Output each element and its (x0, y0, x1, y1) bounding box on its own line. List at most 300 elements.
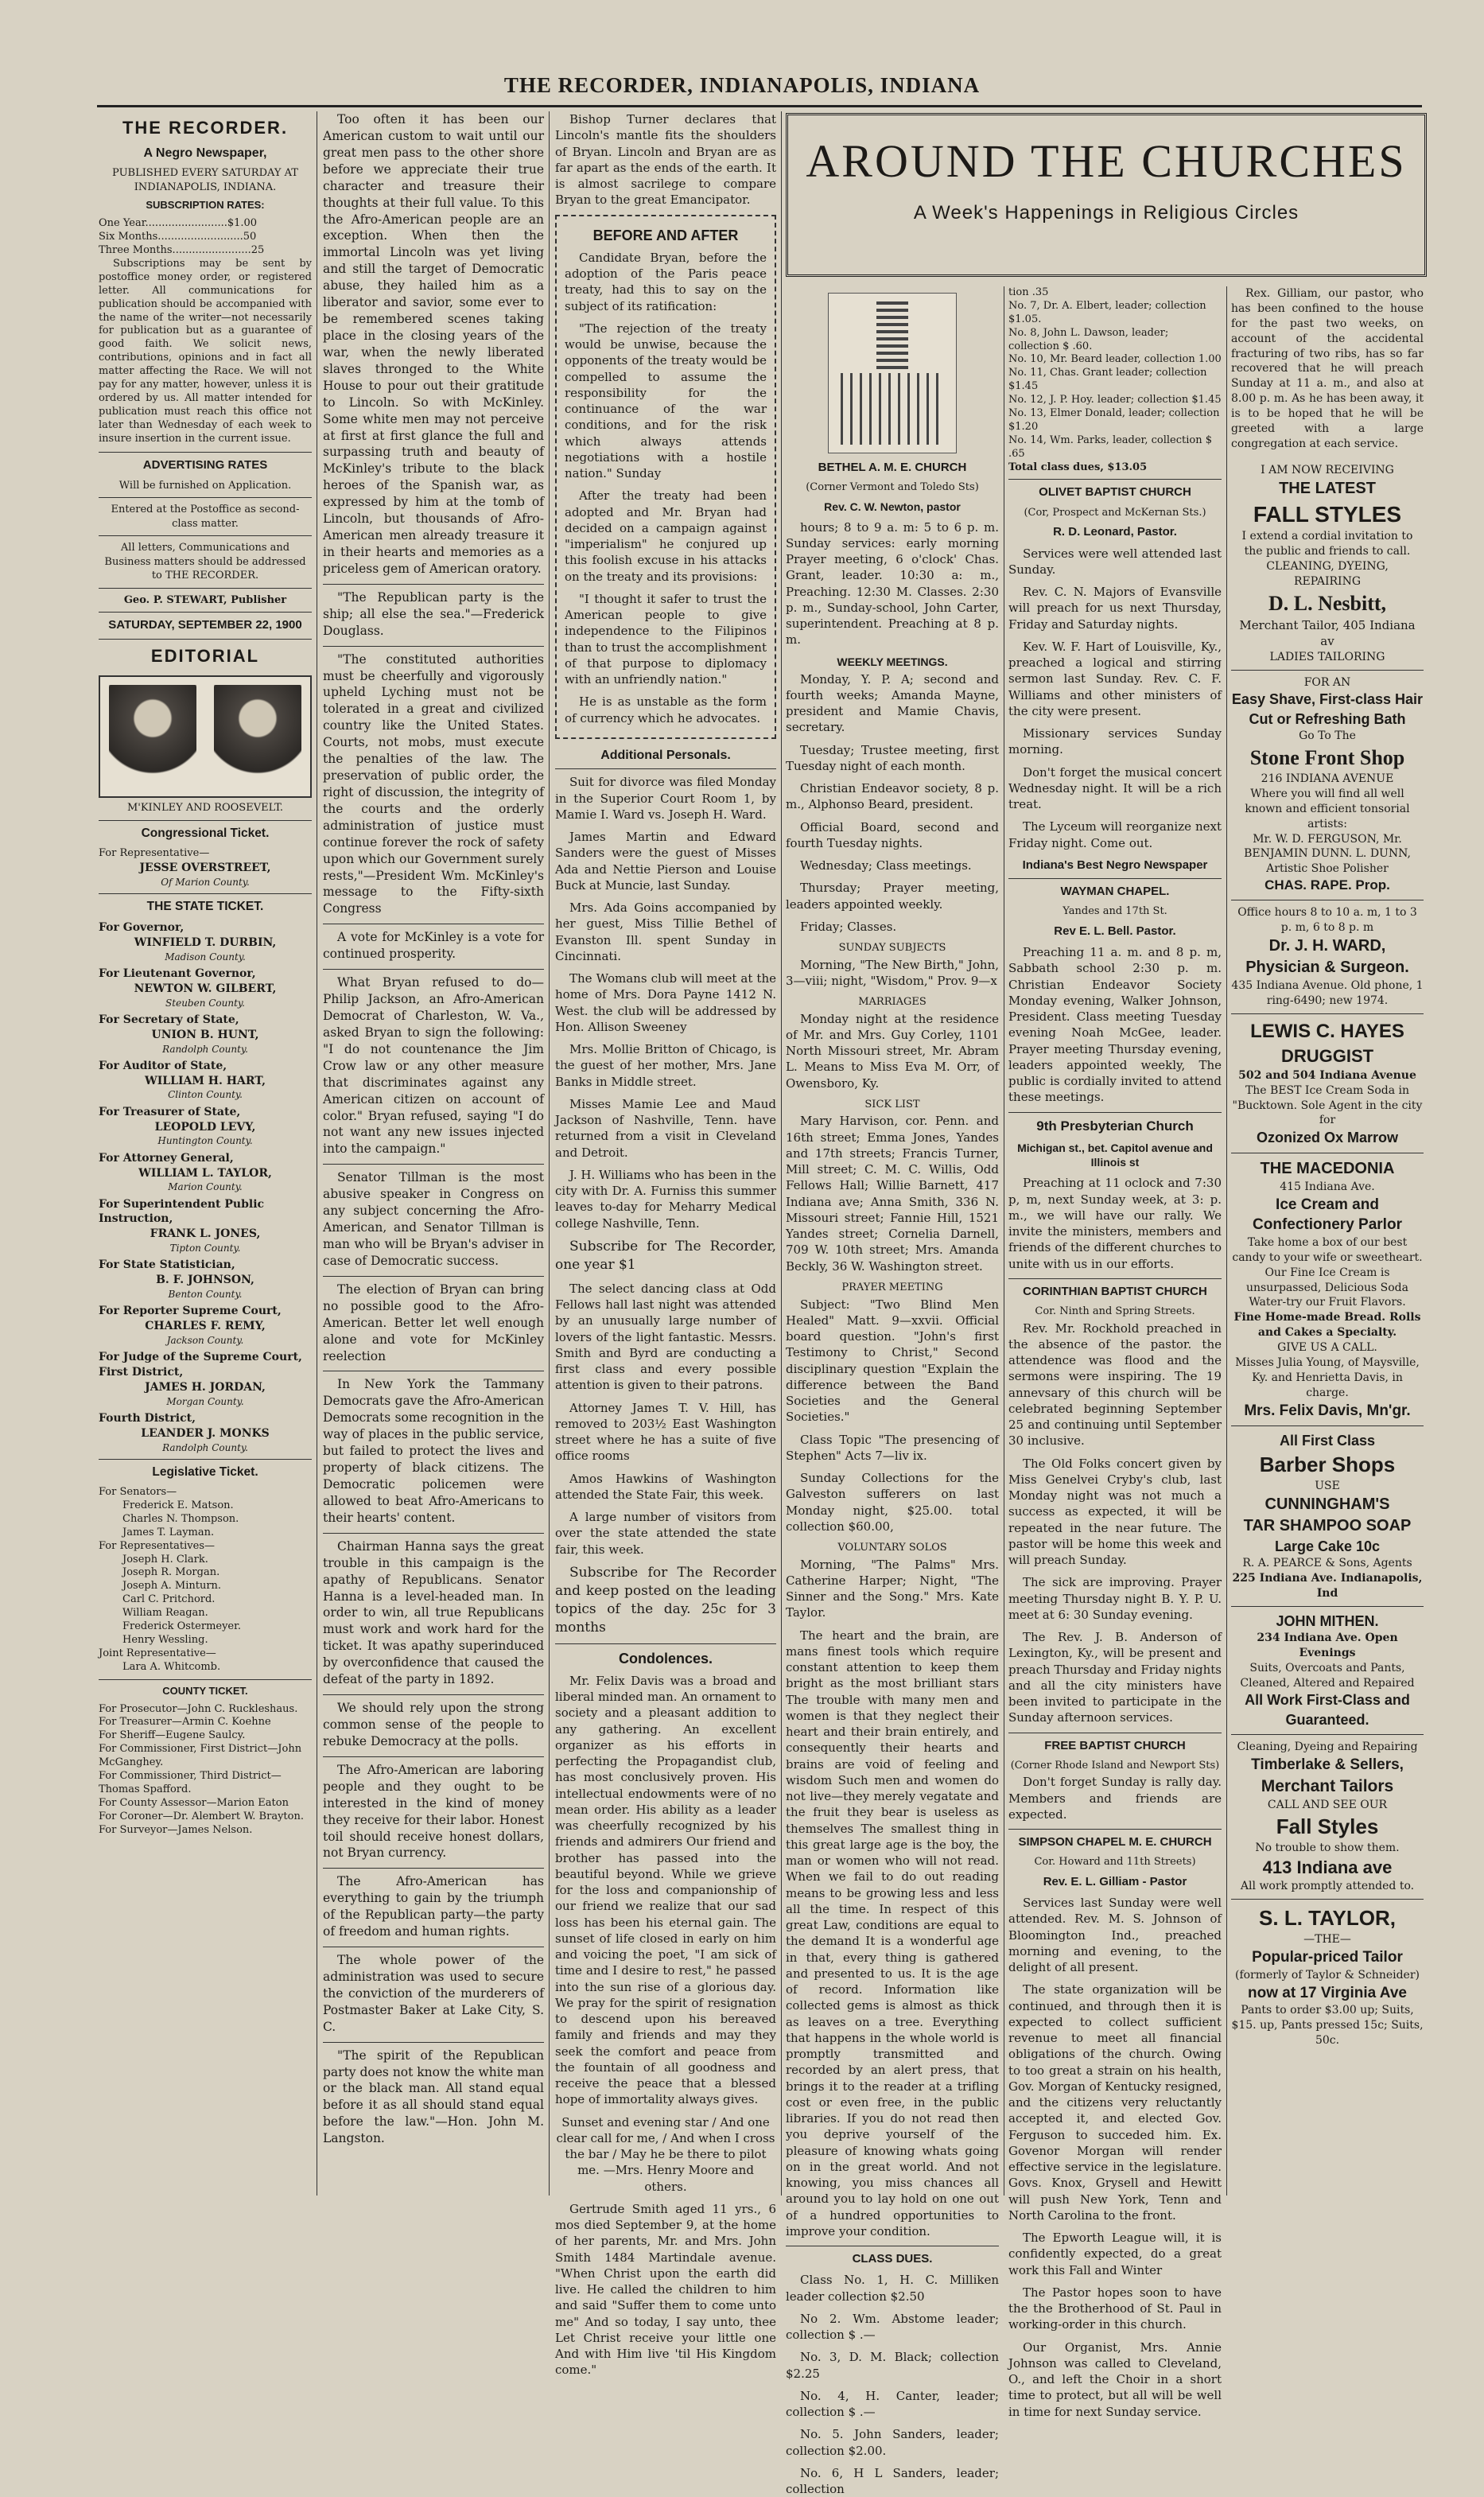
editorial-paragraph: Senator Tillman is the most abusive speaker in Congress on any subject concerning the Afro-American, and Senator Tillman is man who will be Bryan's adviser in case of Democratic success. (323, 1170, 544, 1268)
church-paragraph: Monday, Y. P. A; second and fourth weeks; Amanda Mayne, president and Mamie Chavis, secretary. (786, 671, 999, 735)
church-paragraph: Rex. Gilliam, our pastor, who has been confined to the house for the past two weeks, on account of the accidental fracturing of two ribs, has so far recovered that he will preach Sunday at 11 a. m., and also at 8.00 p. m. As he has been away, it is to be hoped that he will be greeted with a large congregation at each service. (1231, 287, 1424, 450)
county-line: For Coroner—Dr. Alembert W. Brayton. (99, 1810, 304, 1822)
olivet-address: (Cor, Prospect and McKernan Sts.) (1024, 506, 1206, 519)
editorial-heading: EDITORIAL (150, 645, 260, 666)
dues-total: Total class dues, $13.05 (1008, 461, 1148, 473)
condolences-heading: Condolences. (618, 1650, 713, 1667)
dues-line: No. 3, D. M. Black; collection $2.25 (786, 2350, 999, 2381)
personal-item: Subscribe for The Recorder and keep posted on the leading topics of the day. 25c for 3 months (555, 1564, 776, 1635)
church-paragraph: The Old Folks concert given by Miss Genelvei Cryby's club, last Monday night was not much a success as expected, it will be repeated in the near future. The pastor will be home this week and will preach Sunday. (1008, 1456, 1222, 1568)
ad-text: Take home a box of our best candy to your wife or sweetheart. Our Fine Ice Cream is unsurpassed, Delicious Soda Water-try our Fruit Flavors. (1232, 1235, 1423, 1309)
legislative-line: For Senators— (99, 1486, 177, 1499)
divider (323, 1276, 544, 1277)
county-heading: COUNTY TICKET. (162, 1684, 248, 1697)
church-paragraph: Wednesday; Class meetings. (800, 858, 972, 873)
ticket-entry (99, 1411, 312, 1454)
ticket-entry (99, 967, 312, 1009)
condolence-paragraph: Mr. Felix Davis was a broad and liberal minded man. An ornament to society and a pleasant addition to any gathering. An excellent organizer as his efforts in perfecting the Propagandist club, has most conclusively proven. His intellectual endowments were of no mean order. His ability as a leader was cheerfully recognized by his friends and admirers Our friend and brother has passed into the beautiful beyond. While we grieve for the loss and companionship of our friend we realize that our sad loss has been his eternal gain. The sunset of life closed in early on him and voicing the poet, "I am sick of time and I desire to rest," he passed into the sun rise of a glorious day. We pray for the spirit of resignation to descend upon his bereaved family and friends and may they seek the comfort and peace from the fountain of all goodness and receive the peace that a blessed hope of immortality always gives. (555, 1673, 776, 2107)
presbyterian-address: Michigan st., bet. Capitol avenue and Illinois st (1017, 1141, 1213, 1169)
ad-text: CHAS. RAPE. Prop. (1265, 877, 1390, 893)
ticket-name: B. F. JOHNSON, (156, 1274, 254, 1287)
ad-text: 435 Indiana Avenue. Old phone, 1 ring-6490; new 1974. (1231, 978, 1424, 1007)
ad-text: Pants to order $3.00 up; Suits, $15. up, Pants pressed 15c; Suits, 50c. (1231, 2004, 1424, 2048)
personal-item: The select dancing class at Odd Fellows hall last night was attended by an unusually large number of lovers of the light fantastic. Messrs. Smith and Byrd are conducting a first class and every possible attention is given to their patrons. (555, 1281, 776, 1393)
church-paragraph: Services last Sunday were well attended. Rev. M. S. Johnson of Bloomington Ind., preached morning and evening, to the delight of all present. (1008, 1896, 1222, 1975)
church-paragraph: Kev. W. F. Hart of Louisville, Ky., preached a logical and stirring sermon last Sunday. Rev. C. F. Williams and other ministers of the city were present. (1008, 639, 1222, 718)
ticket-office: For Auditor of State, (99, 1059, 227, 1072)
dues-line: No. 11, Chas. Grant leader; collection $1.45 (1008, 367, 1207, 393)
ad-text: S. L. TAYLOR, (1259, 1906, 1396, 1931)
ad-text: All work promptly attended to. (1240, 1880, 1415, 1893)
paper-title: THE RECORDER. (122, 118, 289, 138)
legislative-line: Frederick E. Matson. (122, 1499, 234, 1512)
ticket-office: For Secretary of State, (99, 1013, 239, 1026)
ticket-entry (99, 1350, 312, 1408)
column-advertisements (1231, 286, 1424, 2196)
divider (555, 768, 776, 769)
column-masthead (99, 111, 312, 2196)
entered-notice: Entered at the Postoffice as second-class matter. (111, 504, 300, 530)
ticket-county: Benton County. (168, 1289, 243, 1301)
dues-line: tion .35 (1008, 286, 1049, 298)
legislative-line: Lara A. Whitcomb. (122, 1660, 221, 1673)
dues-line: No. 8, John L. Dawson, leader; collection $ .60. (1008, 326, 1169, 352)
editorial-paragraph: What Bryan refused to do—Philip Jackson, an Afro-American Democrat of Charleston, W. Va., asked Bryan to sign the following: "I do not countenance the Jim Crow law or any other measure that discriminates against any American citizen on account of color." Bryan refused, saying "I do not want any new issues injected into the campaign." (323, 975, 544, 1157)
ad-text: Cleaning, Dyeing and Repairing (1237, 1740, 1418, 1753)
legislative-line: William Reagan. (122, 1607, 208, 1620)
church-paragraph: Preaching at 11 oclock and 7:30 p, m, next Sunday week, at 3: p. m., we will have our rally. We invite the ministers, members and friends of the different churches to unite with us in our efforts. (1008, 1176, 1222, 1271)
ad-text: Barber Shops (1259, 1452, 1396, 1476)
divider (1008, 1278, 1222, 1279)
subscription-notice: Subscriptions may be sent by postoffice money order, or registered letter. All communications for publication should be accompanied with the name of the writer—not necessarily for publication but as a guarantee of good faith. We solicit news, contributions, opinions and in fact all matter affecting the Race. We will not pay for any matter, however, unless it is ordered by us. All matter intended for publication must reach this office not later than Wednesday of each week to insure insertion in the current issue. (99, 257, 312, 445)
ticket-county: Madison County. (165, 951, 246, 963)
dues-line: Class No. 1, H. C. Milliken leader collection $2.50 (786, 2273, 999, 2304)
ad-text: Stone Front Shop (1249, 745, 1405, 769)
ticket-county: Clinton County. (168, 1089, 243, 1101)
ticket-office: For State Statistician, (99, 1258, 235, 1272)
ad-text: Fall Styles (1276, 1814, 1379, 1838)
masthead: THE RECORDER, INDIANAPOLIS, INDIANA (503, 73, 981, 97)
ad-text: The BEST Ice Cream Soda in "Bucktown. Sole Agent in the city for (1232, 1083, 1423, 1127)
ad-text: Mr. W. D. FERGUSON, Mr. BENJAMIN DUNN. L. DUNN, Artistic Shoe Polisher (1244, 832, 1411, 876)
church-paragraph: Class Topic "The presencing of Stephen" Acts 7—liv ix. (786, 1432, 999, 1463)
ad-text: TAR SHAMPOO SOAP (1243, 1516, 1412, 1534)
church-pastor: Rev. C. W. Newton, pastor (824, 500, 961, 513)
church-paragraph: Rev. C. N. Majors of Evansville will preach for us next Thursday, Friday and Saturday nights. (1008, 585, 1222, 632)
divider (99, 1459, 312, 1460)
ad-ward (1231, 900, 1424, 1014)
ad-timberlake (1231, 1735, 1424, 1900)
ticket-entry (99, 1197, 312, 1255)
ad-text: All First Class (1279, 1433, 1376, 1449)
ticket-name: JESSE OVERSTREET, (139, 861, 271, 874)
church-paragraph: hours; 8 to 9 a. m: 5 to 6 p. m. Sunday services: early morning Prayer meeting, 6 o'clock' Chas. Grant, leader. 10:30 a: m., Preaching. 12:30 M. Classes. 2:30 p. m., Sunday-school, John Carter, superintendent. Preaching at 8 p. m. (786, 519, 999, 648)
column-rule (1226, 286, 1227, 2196)
ticket-county: Huntington County. (157, 1135, 253, 1147)
letters-notice: All letters, Communications and Business matters should be addressed to THE RECORDER. (104, 542, 306, 582)
county-line: For Commissioner, Third District—Thomas Spafford. (99, 1769, 282, 1795)
free-baptist-address: (Corner Rhode Island and Newport Sts) (1010, 1759, 1220, 1772)
ad-text: CUNNINGHAM'S (1265, 1495, 1390, 1513)
ad-text: FALL STYLES (1253, 501, 1402, 527)
ad-text: THE LATEST (1279, 479, 1376, 497)
ad-text: CALL AND SEE OUR (1267, 1798, 1388, 1811)
advertising-text: Will be furnished on Application. (118, 479, 292, 492)
ticket-office: For Governor, (99, 920, 185, 934)
ticket-name: WINFIELD T. DURBIN, (134, 935, 277, 949)
publisher: Geo. P. STEWART, Publisher (123, 593, 287, 606)
church-paragraph: Friday; Classes. (800, 919, 897, 934)
dues-line: No. 12, J. P. Hoy. leader; collection $1.45 (1008, 394, 1222, 406)
free-baptist-heading: FREE BAPTIST CHURCH (1044, 1738, 1186, 1752)
ad-text: LEWIS C. HAYES (1250, 1020, 1404, 1042)
ad-stone-front (1231, 671, 1424, 901)
newspaper-slogan: Indiana's Best Negro Newspaper (1022, 858, 1208, 872)
box-paragraph: He is as unstable as the form of currency which he advocates. (565, 694, 767, 725)
portrait-mckinley (109, 685, 196, 796)
ad-text: Popular-priced Tailor (1252, 1949, 1403, 1966)
ad-text: FOR AN (1303, 675, 1351, 689)
ticket-entry (99, 1258, 312, 1301)
divider (99, 497, 312, 498)
column-rule (781, 111, 782, 2196)
county-line: For Sheriff—Eugene Saulcy. (99, 1729, 246, 1742)
ticket-name: NEWTON W. GILBERT, (134, 982, 277, 995)
section-label: SICK LIST (864, 1098, 920, 1110)
personal-item: Amos Hawkins of Washington attended the State Fair, this week. (555, 1471, 776, 1502)
church-paragraph: Thursday; Prayer meeting, leaders appointed weekly. (786, 881, 999, 912)
legislative-line: James T. Layman. (122, 1526, 215, 1538)
editorial-paragraph: The whole power of the administration was used to secure the conviction of the murderers of Postmaster Baker at Lake City, S. C. (323, 1953, 544, 2034)
top-rule (97, 105, 1422, 107)
ticket-office: For Reporter Supreme Court, (99, 1305, 282, 1318)
ad-hayes (1231, 1014, 1424, 1153)
ticket-county: Tipton County. (169, 1243, 241, 1254)
column-personals (555, 111, 776, 2378)
ad-text: D. L. Nesbitt, (1268, 592, 1387, 616)
ticket-office: For Lieutenant Governor, (99, 967, 256, 980)
condolence-paragraph: Gertrude Smith aged 11 yrs., 6 mos died September 9, at the home of her parents, Mr. and Mrs. John Smith 1484 Martindale avenue. "When Christ upon the earth did live. He called the children to him and said "Suffer them to come unto me" And so today, I say unto, thee Let Christ receive your little one And with Him live 'til His Kingdom come." (555, 2201, 776, 2378)
ticket-entry (99, 1151, 312, 1194)
ticket-office: For Treasurer of State, (99, 1105, 241, 1118)
ad-nesbitt (1231, 458, 1424, 671)
county-line: For Surveyor—James Nelson. (99, 1823, 253, 1836)
divider (99, 820, 312, 821)
personal-item: Misses Mamie Lee and Maud Jackson of Nashville, Tenn. have returned from a visit in Cleveland and Detroit. (555, 1096, 776, 1160)
editorial-paragraph: Too often it has been our American custom to wait until our great men pass to the other shore before we appreciate their true character and treasure their thoughts at their full value. To this the Afro-American people are an exception. When then the immortal Lincoln was yet living and still the target of Democratic abuse, they hailed him as a liberator and savior, some ever to be remembered scenes taking place in the closing years of the war, when the newly liberated slaves thronged to the White House to pour out their gratitude to Lincoln. So with McKinley. Some white men may not perceive at first at first glance the full and surpassing truth and beauty of McKinley's tribute to the black heroes of the Spanish war, as expressed by him at the tomb of Lincoln, but thousands of Afro-American men already treasure it in their hearts and memories as a priceless gem of American oratory. (323, 112, 544, 576)
ticket-entry (99, 920, 312, 963)
ad-text: now at 17 Virginia Ave (1248, 1984, 1407, 2001)
church-paragraph: The Rev. J. B. Anderson of Lexington, Ky., will be present and preach Thursday and Friday nights and all the city ministers have been invited to participate in the Sunday afternoon services. (1008, 1630, 1222, 1725)
personal-item: James Martin and Edward Sanders were the guest of Misses Ada and Nettie Pierson and Louise Buck at Muncie, last Sunday. (555, 830, 776, 893)
ad-text: Ozonized Ox Marrow (1256, 1130, 1399, 1146)
box-paragraph: After the treaty had been adopted and Mr. Bryan had decided on a campaign against "imperialism" he conjured up this foolish excuse in his attacks on the treaty and its provisions: (565, 488, 767, 584)
legislative-line: Henry Wessling. (122, 1633, 208, 1646)
ticket-name: CHARLES F. REMY, (145, 1320, 266, 1333)
portrait-caption: M'KINLEY AND ROOSEVELT. (126, 802, 284, 815)
divider (99, 452, 312, 453)
column-rule (549, 111, 550, 2196)
personal-item: Attorney James T. V. Hill, has removed to 203½ East Washington street where he has a suite of five office rooms (555, 1400, 776, 1464)
box-paragraph: "The rejection of the treaty would be unwise, because the opponents of the treaty would be compelled to assume the responsibility for the continuance of the war conditions, and for the risk which always attends negotiations with a hostile nation." Sunday (565, 321, 767, 481)
ad-text: Ice Cream and Confectionery Parlor (1253, 1196, 1402, 1234)
ad-text: 502 and 504 Indiana Avenue (1238, 1068, 1416, 1082)
church-paragraph: The Lyceum will reorganize next Friday night. Come out. (1008, 819, 1222, 850)
ad-text: 225 Indiana Ave. Indianapolis, Ind (1232, 1571, 1423, 1600)
advertising-heading: ADVERTISING RATES (142, 458, 268, 473)
editorial-paragraph: We should rely upon the strong common sense of the people to rebuke Democracy at the polls. (323, 1701, 544, 1748)
ad-text: 234 Indiana Ave. Open Evenings (1257, 1631, 1398, 1659)
portrait-engraving (99, 675, 312, 798)
ticket-office: For Judge of the Supreme Court, First District, (99, 1351, 302, 1379)
ad-text: Dr. J. H. WARD, (1268, 936, 1386, 955)
divider (99, 639, 312, 640)
legislative-line: Joseph H. Clark. (122, 1553, 208, 1565)
divider (1008, 878, 1222, 879)
column-editorial (323, 111, 544, 2196)
ad-macedonia (1231, 1153, 1424, 1427)
corinthian-address: Cor. Ninth and Spring Streets. (1035, 1305, 1195, 1318)
divider (323, 1164, 544, 1165)
column-bethel (786, 286, 999, 2497)
dues-line: No. 10, Mr. Beard leader, collection 1.00 (1008, 353, 1222, 366)
section-label: VOLUNTARY SOLOS (837, 1542, 947, 1554)
legislative-line: Frederick Ostermeyer. (122, 1620, 242, 1633)
paper-tagline: A Negro Newspaper, (143, 146, 267, 160)
divider (99, 893, 312, 894)
ad-text: I extend a cordial invitation to the public and friends to call. (1241, 530, 1413, 558)
legislative-line: Carl C. Pritchord. (122, 1593, 216, 1606)
legislative-line: Joint Representative— (99, 1647, 216, 1659)
section-label: CLASS DUES. (852, 2252, 933, 2266)
divider (323, 1694, 544, 1695)
personal-item: Suit for divorce was filed Monday in the Superior Court Room 1, by Mamie I. Ward vs. Joseph H. Ward. (555, 775, 776, 822)
wayman-address: Yandes and 17th St. (1062, 905, 1167, 918)
ticket-county: Morgan County. (166, 1396, 244, 1408)
before-after-heading: BEFORE AND AFTER (592, 227, 739, 243)
divider (99, 612, 312, 613)
legislative-line: Charles N. Thompson. (122, 1512, 239, 1525)
personal-item: The Womans club will meet at the home of Mrs. Dora Payne 1412 N. West. the club will be addressed by Hon. Allison Sweeney (555, 971, 776, 1034)
ticket-name: LEOPOLD LEVY, (154, 1120, 256, 1134)
simpson-heading: SIMPSON CHAPEL M. E. CHURCH (1018, 1835, 1212, 1849)
ad-text: I AM NOW RECEIVING (1261, 463, 1394, 476)
state-ticket-heading: THE STATE TICKET. (146, 899, 264, 913)
church-paragraph: Preaching 11 a. m. and 8 p. m, Sabbath school 2:30 p. m. Christian Endeavor Society Monday evening, Walker Johnson, President. Class meeting Tuesday evening Noah McGee, leader. Prayer meeting Thursday evening, leaders appointed weekly, The public is cordially invited to attend these meetings. (1008, 945, 1222, 1105)
legislative-line: For Representatives— (99, 1539, 215, 1552)
personal-item: Subscribe for The Recorder, one year $1 (555, 1238, 776, 1273)
personal-item: Mrs. Ada Goins accompanied by her guest, Miss Tillie Bethel of Evanston Ill. spent Sunday in Cincinnati. (555, 900, 776, 963)
ad-mithen (1231, 1607, 1424, 1735)
before-after-box (555, 215, 776, 739)
personal-item: J. H. Williams who has been in the city with Dr. A. Furniss this summer leaves to-day for Meharry Medical college Nashville, Tenn. (555, 1167, 776, 1231)
church-paragraph: Subject: "Two Blind Men Healed" Matt. 9—xxvii. Official board question. "John's first Testimony to Christ," Second disciplinary question "Explain the difference between the Band Societies and the General Societies." (786, 1297, 999, 1425)
simpson-pastor: Rev. E. L. Gilliam - Pastor (1043, 1874, 1187, 1888)
church-address: (Corner Vermont and Toledo Sts) (806, 481, 979, 494)
ad-text: —THE— (1303, 1933, 1351, 1947)
ticket-county: Marion County. (168, 1181, 243, 1193)
around-churches-banner (786, 113, 1427, 277)
rate-line: Six Months..........................50 (99, 231, 257, 243)
divider (323, 1868, 544, 1869)
published-line: PUBLISHED EVERY SATURDAY AT INDIANAPOLIS, INDIANA. (112, 167, 298, 193)
presbyterian-heading: 9th Presbyterian Church (1036, 1118, 1194, 1134)
church-paragraph: Sunday Collections for the Galveston sufferers on last Monday night, $25.00. total collection $60.00, (786, 1471, 999, 1534)
church-paragraph: Monday night at the residence of Mr. and Mrs. Guy Corley, 1101 North Missouri street, Mr. Abram L. Means to Miss Eva M. Orr, of Owensboro, Ky. (786, 1011, 999, 1091)
church-paragraph: Morning, "The Palms" Mrs. Catherine Harper; Night, "The Sinner and the Song." Mrs. Kate Taylor. (786, 1557, 999, 1620)
ad-text: Timberlake & Sellers, (1251, 1756, 1404, 1773)
church-paragraph: Morning, "The New Birth," John, 3—viii; night, "Wisdom," Prov. 9—x (786, 957, 999, 988)
legislative-line: Joseph R. Morgan. (122, 1566, 220, 1579)
divider (1008, 479, 1222, 480)
county-line: For Commissioner, First District—John McGanghey. (99, 1743, 302, 1769)
ticket-entry (99, 1304, 312, 1347)
church-paragraph: Tuesday; Trustee meeting, first Tuesday night of each month. (786, 742, 999, 773)
divider (323, 969, 544, 970)
condolence-poem: Sunset and evening star / And one clear call for me, / And when I cross the bar / May he be there to pilot me. —Mrs. Henry Moore and others. (556, 2114, 775, 2194)
church-paragraph: Don't forget the musical concert Wednesday night. It will be a rich treat. (1008, 764, 1222, 812)
divider (1008, 1829, 1222, 1830)
county-line: For Treasurer—Armin C. Koehne (99, 1716, 271, 1729)
divider (323, 584, 544, 585)
rate-line: Three Months........................25 (99, 244, 265, 257)
editorial-paragraph: The Afro-American has everything to gain by the triumph of the Republican party—the party of freedom and human rights. (323, 1874, 544, 1939)
corinthian-heading: CORINTHIAN BAPTIST CHURCH (1023, 1284, 1207, 1298)
ad-text: Where you will find all well known and efficient tonsorial artists: (1245, 787, 1410, 830)
church-paragraph: Missionary services Sunday morning. (1008, 726, 1222, 757)
portrait-roosevelt (214, 685, 301, 796)
church-paragraph: Don't forget Sunday is rally day. Members and friends are expected. (1008, 1775, 1222, 1822)
ad-text: USE (1315, 1479, 1340, 1492)
editorial-paragraph: In New York the Tammany Democrats gave the Afro-American Democrats some recognition in the way of places in the public service, but failed to protect the lives and property of black citizens. The Democratic policemen were allowed to beat Afro-Americans to their hearts' content. (323, 1377, 544, 1525)
divider (323, 1756, 544, 1757)
wayman-heading: WAYMAN CHAPEL. (1060, 885, 1170, 899)
ticket-entry (99, 1059, 312, 1102)
dues-line: No 2. Wm. Abstome leader; collection $ .— (786, 2311, 999, 2343)
ad-text: LADIES TAILORING (1269, 650, 1385, 663)
congressional-heading: Congressional Ticket. (141, 826, 270, 840)
divider (1008, 1112, 1222, 1113)
ad-text: GIVE US A CALL. (1277, 1341, 1377, 1355)
dues-line: No. 6, H L Sanders, leader; collection (786, 2465, 999, 2497)
ad-text: Office hours 8 to 10 a. m, 1 to 3 p. m, 6 to 8 p. m (1237, 906, 1417, 935)
ad-text: THE MACEDONIA (1260, 1159, 1395, 1177)
bishop-turner-paragraph: Bishop Turner declares that Lincoln's mantle fits the shoulders of Bryan. Lincoln and Bryan are as far apart as the ends of the earth. It is almost sacrilege to compare Bryan to the great Emancipator. (555, 112, 776, 208)
divider (99, 1679, 312, 1680)
divider (323, 2042, 544, 2043)
church-paragraph: Mary Harvison, cor. Penn. and 16th street; Emma Jones, Yandes and 17th streets; Francis Turner, Mill street; C. M. C. Willis, Odd Fellows Hall; Willie Barnett, 417 Indiana ave; Anna Smith, 336 N. Missouri street; Fannie Hill, 1521 Yandes street; Cornelia Darnell, 709 W. 10th street; Mrs. Amanda Beckly, 36 W. Washington street. (786, 1114, 999, 1274)
ad-text: Merchant Tailor, 405 Indiana av (1239, 618, 1416, 649)
church-paragraph: The sick are improving. Prayer meeting Thursday night B. Y. P. U. meet at 6: 30 Sunday evening. (1008, 1575, 1222, 1622)
ticket-office: Fourth District, (99, 1412, 196, 1425)
ticket-county: Of Marion County. (161, 876, 250, 888)
banner-subtitle: A Week's Happenings in Religious Circles (913, 202, 1299, 224)
county-line: For County Assessor—Marion Eaton (99, 1796, 289, 1809)
box-paragraph: Candidate Bryan, before the adoption of the Paris peace treaty, had this to say on the subject of its ratification: (565, 250, 767, 313)
simpson-address: Cor. Howard and 11th Streets) (1034, 1856, 1196, 1869)
church-paragraph: Christian Endeavor society, 8 p. m., Alphonso Beard, president. (786, 781, 999, 812)
ad-text: Mrs. Felix Davis, Mn'gr. (1244, 1402, 1411, 1419)
ad-text: No trouble to show them. (1255, 1841, 1400, 1854)
editorial-paragraph: "The Republican party is the ship; all else the sea."—Frederick Douglass. (323, 589, 544, 638)
ticket-office: For Superintendent Public Instruction, (99, 1197, 265, 1226)
column-churches (1008, 286, 1222, 2419)
legislative-heading: Legislative Ticket. (152, 1465, 258, 1480)
ticket-entry (99, 1105, 312, 1148)
church-paragraph: The state organization will be continued, and through then it is expected to collect sufficient revenue to meet all financial obligations of the church. Owing to too great a strain on his health, Gov. Morgan of Kentucky resigned, and the citizens very reluctantly accepted it, and elected Gov. Ferguson to succeded him. Ex. Govenor Morgan will render effective service in the legislature. Govs. Knox, Grysell and Hewitt will push New York, Tenn and North Carolina to the front. (1008, 1982, 1222, 2223)
section-label: MARRIAGES (858, 996, 927, 1009)
ad-text: All Work First-Class and Guaranteed. (1245, 1692, 1410, 1728)
rates-heading: SUBSCRIPTION RATES: (146, 199, 265, 212)
divider (99, 535, 312, 536)
church-heading: BETHEL A. M. E. CHURCH (818, 461, 967, 474)
ticket-name: WILLIAM H. HART, (145, 1074, 266, 1087)
ad-text: DRUGGIST (1280, 1046, 1374, 1067)
church-paragraph: Rev. Mr. Rockhold preached in the absence of the pastor. the attendence was flood and the sermons were inspiring. The 19 annevsary of this church will be celebrated beginning September 25 and continuing until September 30 inclusive. (1008, 1320, 1222, 1449)
section-label: SUNDAY SUBJECTS (838, 942, 946, 955)
divider (555, 1643, 776, 1644)
divider (323, 646, 544, 647)
ticket-office: For Representative— (99, 846, 210, 859)
ad-taylor (1231, 1900, 1424, 2053)
ticket-county: Randolph County. (162, 1442, 248, 1454)
church-paragraph: The Pastor hopes soon to have the the Brotherhood of St. Paul in working-order in this church. (1008, 2285, 1222, 2332)
banner-title: AROUND THE CHURCHES (806, 135, 1407, 187)
ticket-county: Jackson County. (166, 1335, 244, 1347)
ad-text: Physician & Surgeon. (1245, 958, 1409, 976)
dues-line: No. 7, Dr. A. Elbert, leader; collection $1.05. (1008, 299, 1206, 325)
dues-line: No. 4, H. Canter, leader; collection $ .— (786, 2388, 999, 2420)
editorial-paragraph: The election of Bryan can bring no possible good to the Afro-American. Better let well enough alone and vote for McKinley reelection (323, 1282, 544, 1363)
section-label: WEEKLY MEETINGS. (837, 655, 948, 668)
personal-item: Mrs. Mollie Britton of Chicago, is the guest of her mother, Mrs. Jane Banks in Middle street. (555, 1042, 776, 1089)
divider (99, 588, 312, 589)
ad-text: R. A. PEARCE & Sons, Agents (1242, 1556, 1412, 1569)
ad-text: Easy Shave, First-class Hair Cut or Refreshing Bath (1231, 691, 1424, 727)
editorial-paragraph: Chairman Hanna says the great trouble in this campaign is the apathy of Republicans. Senator Hanna is a level-headed man. In order to win, all true Republicans must work and work hard for the ticket. It was apathy superinduced by overconfidence that caused the defeat of the party in 1892. (323, 1538, 544, 1687)
editorial-paragraph: A vote for McKinley is a vote for continued prosperity. (323, 930, 544, 962)
ticket-office: For Attorney General, (99, 1151, 234, 1165)
ad-text: Misses Julia Young, of Maysville, Ky. and Henrietta Davis, in charge. (1235, 1355, 1420, 1399)
editorial-paragraph: The Afro-American are laboring people and they ought to be interested in the kind of money they receive for their labor. Honest toil should receive honest dollars, not Bryan currency. (323, 1762, 544, 1861)
rate-line: One Year.........................$1.00 (99, 217, 258, 230)
ticket-name: LEANDER J. MONKS (141, 1427, 270, 1441)
ad-text: Merchant Tailors (1261, 1776, 1394, 1795)
ad-text: CLEANING, DYEING, REPAIRING (1266, 560, 1389, 589)
ticket-name: FRANK L. JONES, (150, 1227, 261, 1241)
church-engraving (828, 293, 957, 453)
church-paragraph: Services were well attended last Sunday. (1008, 546, 1222, 577)
ad-text: (formerly of Taylor & Schneider) (1234, 1968, 1420, 1982)
ticket-name: JAMES H. JORDAN, (145, 1381, 266, 1394)
ticket-name: WILLIAM L. TAYLOR, (138, 1166, 272, 1180)
divider (323, 1533, 544, 1534)
dues-line: No. 13, Elmer Donald, leader; collection $1.20 (1008, 407, 1220, 433)
ticket-county: Randolph County. (162, 1043, 248, 1055)
personals-heading: Additional Personals. (600, 748, 731, 762)
olivet-pastor: R. D. Leonard, Pastor. (1053, 525, 1177, 539)
section-label: PRAYER MEETING (841, 1281, 943, 1293)
editorial-paragraph: "The spirit of the Republican party does not know the white man or the black man. All stand equal before it as all should stand equal before the law."—Hon. John M. Langston. (323, 2048, 544, 2146)
ticket-name: UNION B. HUNT, (151, 1028, 259, 1041)
ad-text: 415 Indiana Ave. (1280, 1180, 1375, 1193)
church-paragraph: The Epworth League will, it is confidently expected, do a great work this Fall and Winter (1008, 2231, 1222, 2277)
issue-date: SATURDAY, SEPTEMBER 22, 1900 (108, 618, 302, 632)
ad-text: Suits, Overcoats and Pants, Cleaned, Altered and Repaired (1240, 1661, 1415, 1690)
ad-text: Fine Home-made Bread. Rolls and Cakes a Specialty. (1233, 1311, 1421, 1340)
olivet-heading: OLIVET BAPTIST CHURCH (1039, 485, 1191, 500)
ad-text: Go To The (1299, 729, 1356, 743)
